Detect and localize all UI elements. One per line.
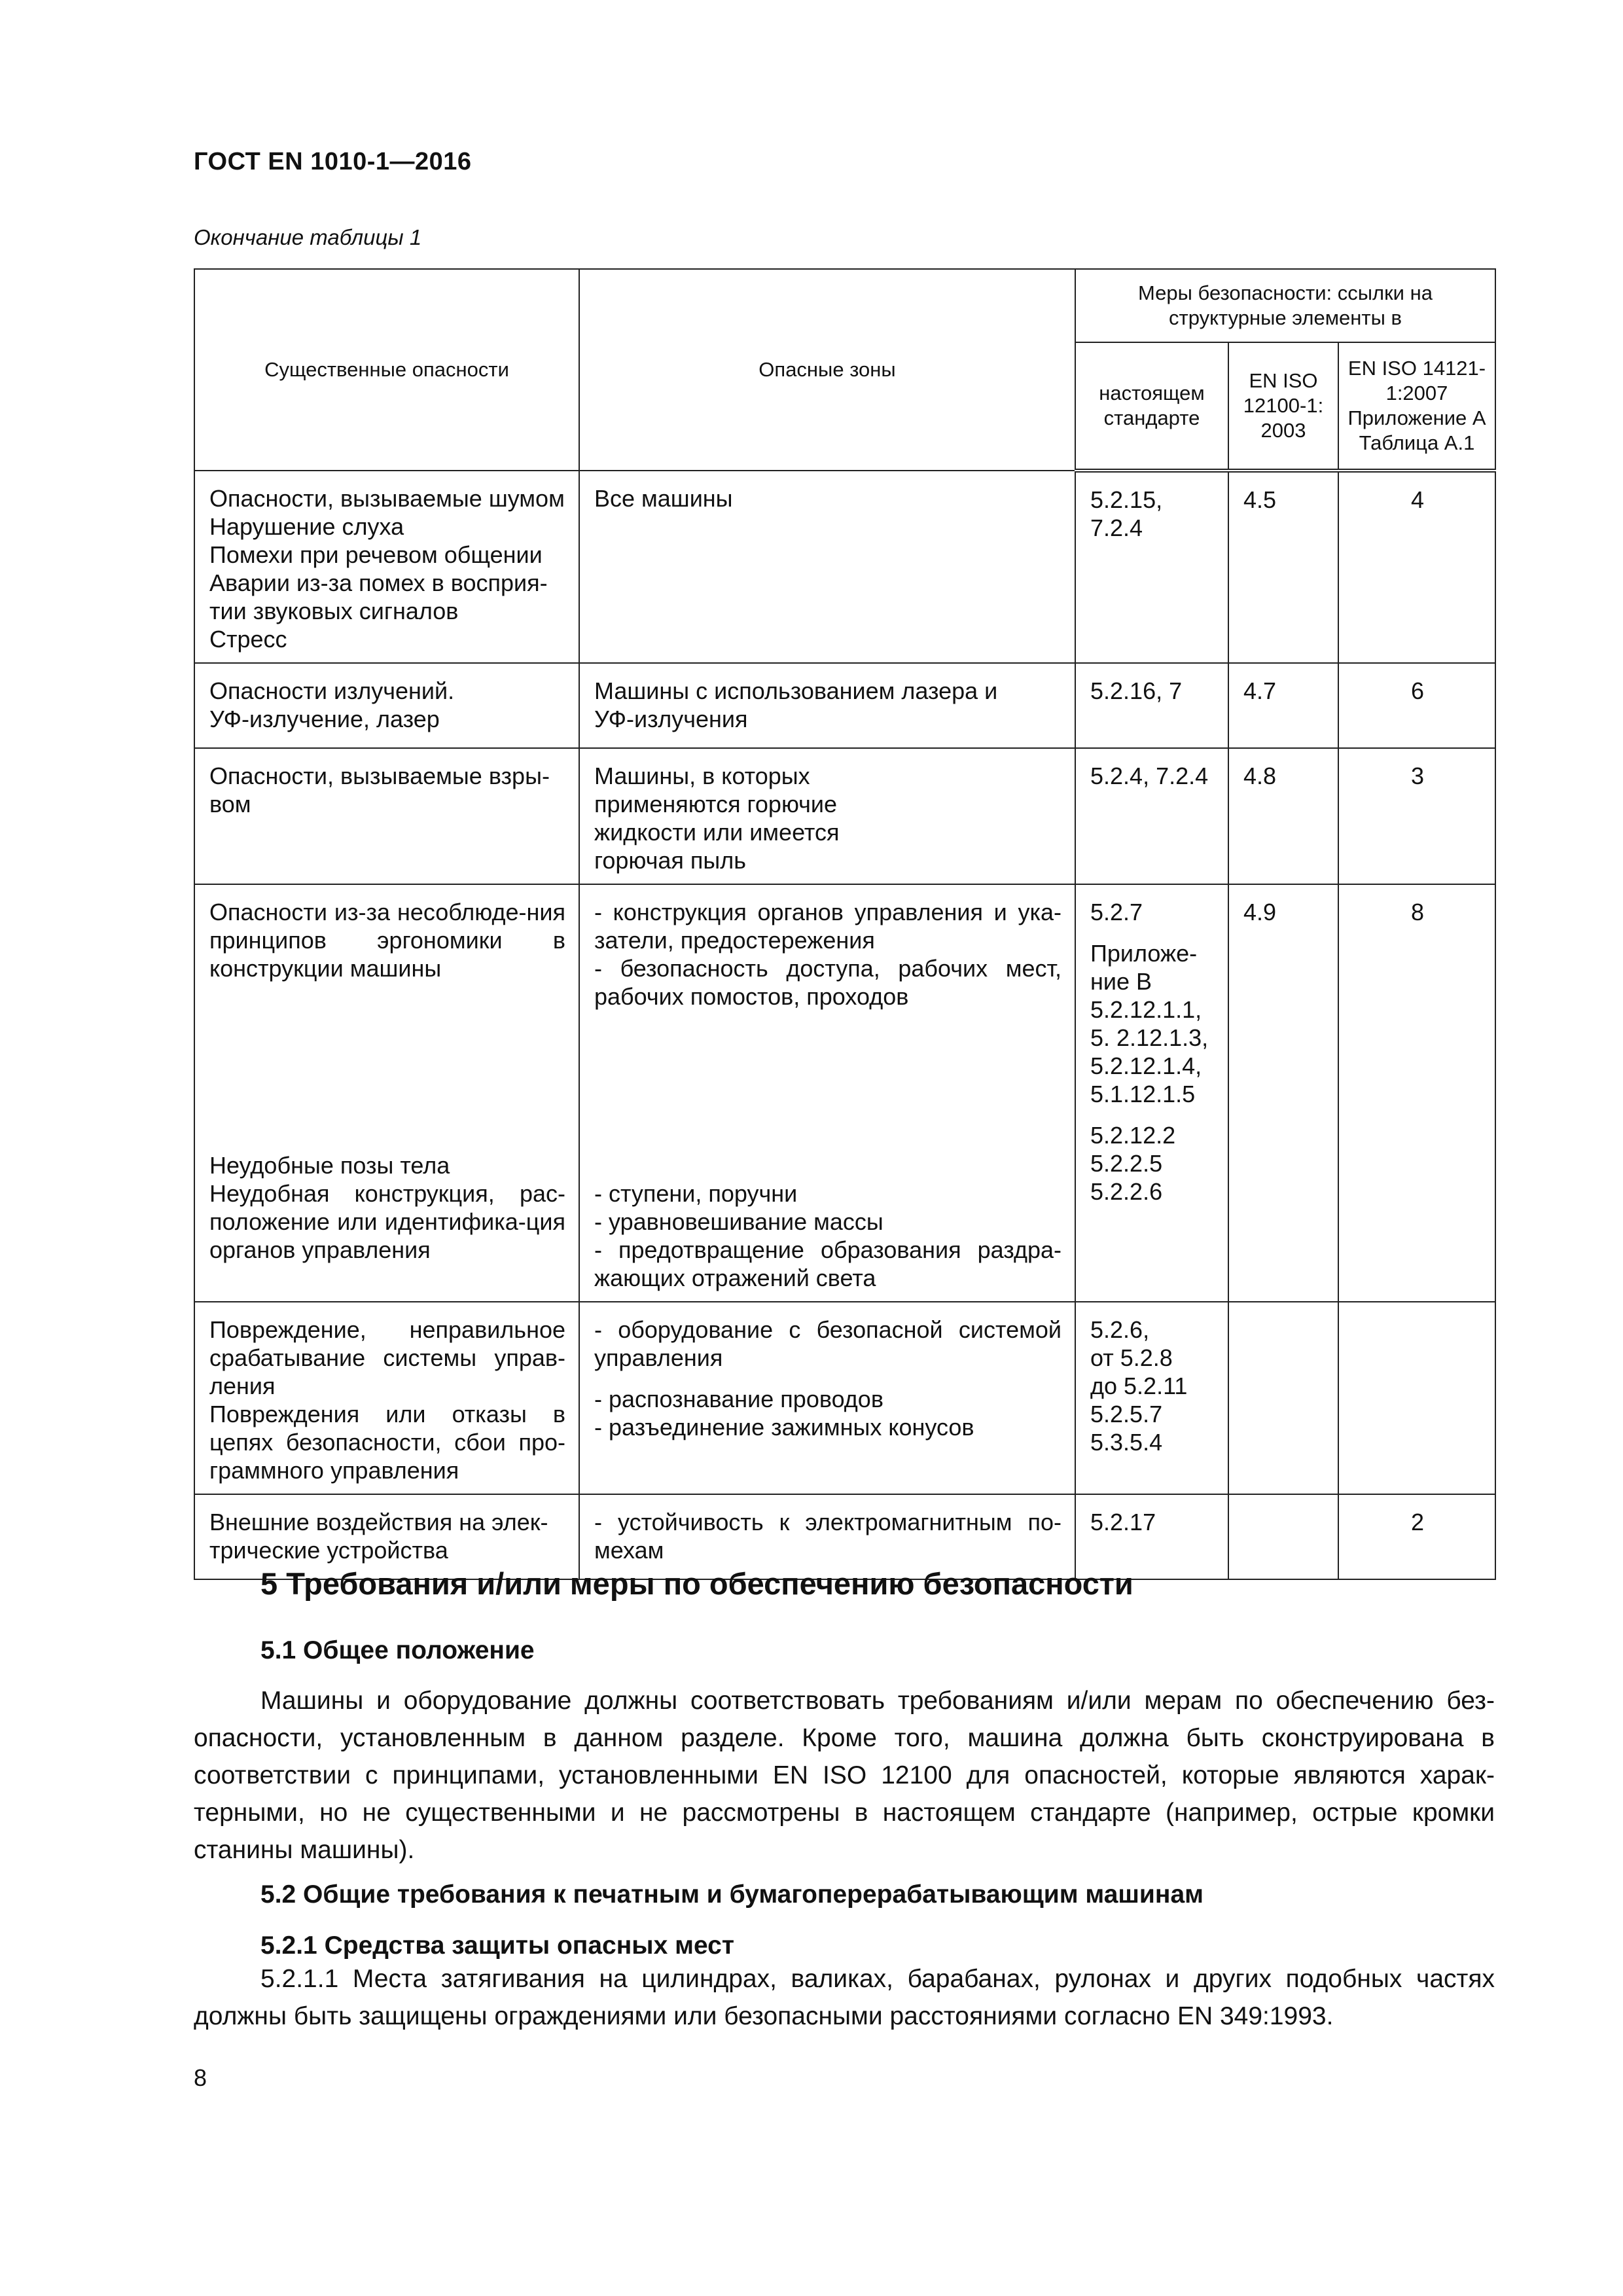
document-code: ГОСТ EN 1010-1—2016 bbox=[194, 148, 472, 175]
std-line: Приложе-ние В bbox=[1090, 940, 1198, 995]
std-line: до 5.2.11 bbox=[1090, 1372, 1188, 1399]
zone-cell bbox=[579, 1302, 1075, 1494]
std-line: 5.1.12.1.5 bbox=[1090, 1081, 1196, 1107]
zone-line: - уравновешивание массы bbox=[594, 1208, 883, 1235]
std-line: 5.2.2.5 bbox=[1090, 1150, 1163, 1177]
table-row bbox=[194, 471, 1495, 663]
iso14121-ref-cell: 6 bbox=[1338, 663, 1495, 748]
std-line: 5.2.12.2 bbox=[1090, 1122, 1176, 1149]
header-measures-group: Меры безопасности: ссылки на структурные элементы в bbox=[1075, 269, 1495, 342]
header-en-iso-14121: EN ISO 14121-1:2007 Приложение А Таблица А.1 bbox=[1338, 342, 1495, 471]
zone-cell: Все машины bbox=[579, 471, 1075, 663]
zone-line: - ступени, поручни bbox=[594, 1180, 798, 1207]
iso14121-ref-cell: 2 bbox=[1338, 1494, 1495, 1579]
hazard-line: Повреждения или отказы в цепях безопасности, сбои про-граммного управления bbox=[209, 1401, 565, 1484]
hazard-cell bbox=[194, 884, 579, 1302]
hazard-line: Помехи при речевом общении bbox=[209, 541, 543, 568]
std-ref-cell: 5.2.4, 7.2.4 bbox=[1075, 748, 1228, 884]
header-en-iso-12100: EN ISO 12100-1: 2003 bbox=[1228, 342, 1338, 471]
zone-cell: Машины, в которых применяются горючие жидкости или имеется горючая пыль bbox=[579, 748, 1075, 884]
subsection-5-1-title: 5.1 Общее положение bbox=[260, 1636, 535, 1664]
hazard-line: УФ-излучение, лазер bbox=[209, 706, 440, 732]
subsection-5-2-title: 5.2 Общие требования к печатным и бумагоперерабатывающим машинам bbox=[260, 1880, 1204, 1909]
std-line: 5.2.5.7 bbox=[1090, 1401, 1163, 1427]
hazards-table bbox=[194, 268, 1496, 1580]
iso12100-ref-cell: 4.5 bbox=[1228, 471, 1338, 663]
header-hazards: Существенные опасности bbox=[194, 269, 579, 471]
hazard-line: Неудобная конструкция, рас-положение или идентифика-ция органов управления bbox=[209, 1180, 565, 1263]
zone-line: - безопасность доступа, рабочих мест, рабочих помостов, проходов bbox=[594, 955, 1061, 1010]
iso12100-ref-cell: 4.8 bbox=[1228, 748, 1338, 884]
std-line: 5.3.5.4 bbox=[1090, 1429, 1163, 1456]
subsection-5-1-text: Машины и оборудование должны соответствовать требованиям и/или мерам по обеспечению без-опасности, установленным в данном разделе. Кроме того, машина должна быть сконструирована в соответствии с принципами, установленными EN ISO 12100 для опасностей, которые являются харак-терными, но не существенными и не рассмотрены в настоящем стандарте (например, острые кромки станины машины). bbox=[194, 1687, 1495, 1864]
iso14121-ref-cell: 8 bbox=[1338, 884, 1495, 1302]
std-line: 5.2.7 bbox=[1090, 899, 1143, 925]
table-row bbox=[194, 663, 1495, 748]
zone-line: - конструкция органов управления и ука-затели, предостережения bbox=[594, 899, 1061, 954]
zone-line: - предотвращение образования раздра-жающих отражений света bbox=[594, 1236, 1061, 1291]
hazard-cell bbox=[194, 1302, 579, 1494]
hazard-line: Опасности из-за несоблюде-ния принципов эргономики в конструкции машины bbox=[209, 899, 565, 982]
std-line: 5.2.12.1.4, bbox=[1090, 1052, 1202, 1079]
header-this-standard: настоящем стандарте bbox=[1075, 342, 1228, 471]
hazard-line: Опасности, вызываемые взры-вом bbox=[209, 762, 550, 817]
std-ref-cell bbox=[1075, 1302, 1228, 1494]
zone-cell: Машины с использованием лазера и УФ-излучения bbox=[579, 663, 1075, 748]
section-5-title: 5 Требования и/или меры по обеспечению безопасности bbox=[260, 1566, 1133, 1601]
std-line: 5. 2.12.1.3, bbox=[1090, 1024, 1209, 1051]
std-line: 5.2.6, bbox=[1090, 1316, 1150, 1343]
hazard-line: Стресс bbox=[209, 626, 287, 653]
zone-line: - оборудование с безопасной системой управления bbox=[594, 1316, 1061, 1371]
iso14121-ref-cell bbox=[1338, 1302, 1495, 1494]
iso12100-ref-cell bbox=[1228, 1302, 1338, 1494]
hazard-line: Опасности излучений. bbox=[209, 677, 455, 704]
iso14121-ref-cell: 3 bbox=[1338, 748, 1495, 884]
hazard-line: Внешние воздействия на элек-трические устройства bbox=[209, 1509, 548, 1564]
subsection-5-2-1-title: 5.2.1 Средства защиты опасных мест bbox=[260, 1931, 734, 1960]
hazard-line: Опасности, вызываемые шумом bbox=[209, 485, 565, 512]
std-line: от 5.2.8 bbox=[1090, 1344, 1173, 1371]
page-number: 8 bbox=[194, 2064, 207, 2091]
std-line: 5.2.12.1.1, bbox=[1090, 996, 1202, 1023]
hazard-line: Аварии из-за помех в восприя-тии звуковых сигналов bbox=[209, 569, 548, 624]
zone-line: - разъединение зажимных конусов bbox=[594, 1414, 974, 1441]
table-row bbox=[194, 884, 1495, 1302]
std-ref-cell: 5.2.17 bbox=[1075, 1494, 1228, 1579]
iso12100-ref-cell bbox=[1228, 1494, 1338, 1579]
header-zones: Опасные зоны bbox=[579, 269, 1075, 471]
hazard-cell bbox=[194, 663, 579, 748]
hazard-cell bbox=[194, 748, 579, 884]
table-caption: Окончание таблицы 1 bbox=[194, 225, 422, 249]
table-row bbox=[194, 1302, 1495, 1494]
zone-line: - распознавание проводов bbox=[594, 1386, 883, 1412]
iso14121-ref-cell: 4 bbox=[1338, 471, 1495, 663]
iso12100-ref-cell: 4.7 bbox=[1228, 663, 1338, 748]
zone-cell bbox=[579, 884, 1075, 1302]
std-ref-cell: 5.2.15, 7.2.4 bbox=[1075, 471, 1228, 663]
hazard-line: Повреждение, неправильное срабатывание системы управ-ления bbox=[209, 1316, 565, 1399]
zone-cell: - устойчивость к электромагнитным по-мехам bbox=[579, 1494, 1075, 1579]
clause-5-2-1-1-text: 5.2.1.1 Места затягивания на цилиндрах, валиках, барабанах, рулонах и других подобных частях должны быть защищены ограждениями или безопасными расстояниями согласно EN 349:1993. bbox=[194, 1965, 1495, 2030]
std-ref-cell: 5.2.16, 7 bbox=[1075, 663, 1228, 748]
iso12100-ref-cell: 4.9 bbox=[1228, 884, 1338, 1302]
hazard-line: Нарушение слуха bbox=[209, 513, 404, 540]
std-line: 5.2.2.6 bbox=[1090, 1178, 1163, 1205]
table-row bbox=[194, 748, 1495, 884]
std-ref-cell bbox=[1075, 884, 1228, 1302]
hazard-line: Неудобные позы тела bbox=[209, 1152, 450, 1179]
hazard-cell bbox=[194, 471, 579, 663]
